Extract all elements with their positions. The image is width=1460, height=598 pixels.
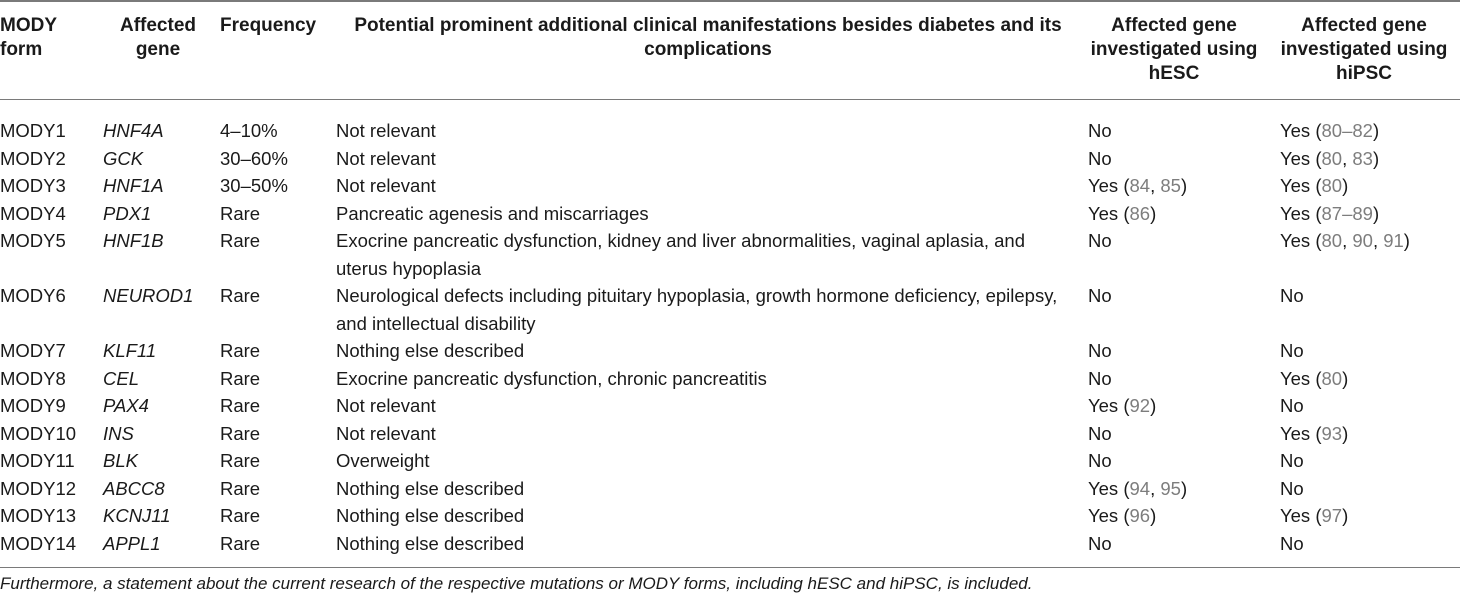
header-affected-gene: Affected gene — [119, 15, 196, 60]
cell-frequency: Rare — [220, 395, 261, 416]
cell-hipsc: Yes (80) — [1280, 175, 1349, 196]
cell-affected-gene: CEL — [103, 367, 139, 389]
cell-manifestations: Not relevant — [336, 175, 436, 196]
reference-link[interactable]: 96 — [1129, 505, 1151, 526]
cell-frequency: Rare — [220, 367, 261, 389]
cell-manifestations: Not relevant — [336, 422, 436, 444]
cell-hesc — [1088, 337, 1112, 365]
cell-affected-gene: ABCC8 — [103, 477, 165, 499]
answer-text: No — [1088, 532, 1112, 554]
cell-manifestations: Not relevant — [336, 120, 436, 141]
reference-link[interactable]: 86 — [1129, 202, 1151, 224]
cell-hipsc: Yes (93) — [1280, 422, 1349, 444]
cell-frequency: 4–10% — [220, 120, 278, 141]
reference-link[interactable]: 97 — [1321, 505, 1343, 526]
reference-link[interactable]: 92 — [1129, 395, 1151, 416]
answer-text: No — [1088, 450, 1112, 471]
cell-frequency: 30–60% — [220, 147, 288, 169]
table-row — [0, 117, 1460, 145]
table-row — [0, 365, 1460, 393]
header-frequency: Frequency — [220, 15, 317, 36]
answer-text: No — [1280, 285, 1304, 306]
answer-text: No — [1280, 477, 1304, 499]
answer-text: No — [1280, 450, 1304, 471]
table-row — [0, 172, 1460, 200]
cell-hesc — [1088, 530, 1112, 558]
table-row — [0, 475, 1460, 503]
cell-mody-form: MODY11 — [0, 450, 75, 471]
reference-link[interactable]: 80 — [1321, 175, 1343, 196]
table-top-rule — [0, 0, 1460, 2]
table-bottom-rule — [0, 567, 1460, 568]
answer-text: No — [1280, 532, 1304, 554]
table-footnote: Furthermore, a statement about the current research of the respective mutations or MODY forms, including hESC and hiPSC, is included. — [0, 574, 1033, 593]
cell-affected-gene: HNF1A — [103, 175, 164, 196]
header-hesc: Affected gene investigated using hESC — [1090, 15, 1258, 84]
cell-hipsc: Yes (80, 83) — [1280, 147, 1380, 169]
cell-frequency: Rare — [220, 230, 261, 251]
cell-affected-gene: PAX4 — [103, 395, 149, 416]
cell-hesc: Yes (86) — [1088, 202, 1157, 224]
cell-manifestations: Overweight — [336, 450, 430, 471]
cell-hipsc — [1280, 475, 1304, 503]
cell-manifestations: Exocrine pancreatic dysfunction, chronic pancreatitis — [336, 367, 767, 389]
answer-text: No — [1088, 285, 1112, 306]
table-row — [0, 145, 1460, 173]
cell-hesc: Yes (84, 85) — [1088, 175, 1188, 196]
cell-hipsc: Yes (80) — [1280, 367, 1349, 389]
cell-affected-gene: HNF1B — [103, 230, 164, 251]
table-row — [0, 337, 1460, 365]
reference-link[interactable]: 85 — [1160, 175, 1181, 196]
answer-text: No — [1088, 230, 1112, 251]
cell-hipsc: Yes (80, 90, 91) — [1280, 230, 1410, 251]
table-row — [0, 200, 1460, 228]
cell-hipsc: Yes (97) — [1280, 505, 1349, 526]
answer-text: Yes — [1088, 505, 1119, 526]
header-mody-form: MODY form — [0, 15, 57, 60]
cell-frequency: Rare — [220, 532, 261, 554]
cell-manifestations: Pancreatic agenesis and miscarriages — [336, 202, 649, 224]
cell-mody-form: MODY9 — [0, 395, 66, 416]
cell-hipsc: Yes (80–82) — [1280, 120, 1380, 141]
cell-mody-form: MODY12 — [0, 477, 77, 499]
table-row — [0, 420, 1460, 448]
answer-text: Yes — [1088, 202, 1119, 224]
cell-affected-gene: GCK — [103, 147, 144, 169]
answer-text: Yes — [1280, 367, 1311, 389]
cell-mody-form: MODY3 — [0, 175, 66, 196]
table-row — [0, 282, 1460, 337]
cell-hesc — [1088, 365, 1112, 393]
reference-link[interactable]: 80 — [1321, 147, 1343, 169]
answer-text: Yes — [1088, 395, 1119, 416]
cell-affected-gene: HNF4A — [103, 120, 164, 141]
cell-affected-gene: BLK — [103, 450, 138, 471]
answer-text: Yes — [1280, 230, 1311, 251]
answer-text: Yes — [1088, 477, 1119, 499]
cell-hipsc: Yes (87–89) — [1280, 202, 1380, 224]
header-rule — [0, 99, 1460, 100]
answer-text: Yes — [1280, 422, 1311, 444]
cell-manifestations: Not relevant — [336, 395, 436, 416]
cell-frequency: Rare — [220, 450, 261, 471]
answer-text: No — [1088, 367, 1112, 389]
cell-affected-gene: APPL1 — [103, 532, 161, 554]
cell-frequency: Rare — [220, 477, 261, 499]
answer-text: No — [1280, 395, 1304, 416]
cell-affected-gene: KCNJ11 — [103, 505, 171, 526]
cell-hesc: Yes (92) — [1088, 395, 1157, 416]
cell-mody-form: MODY5 — [0, 230, 66, 251]
cell-manifestations: Exocrine pancreatic dysfunction, kidney and liver abnormalities, vaginal aplasia, and uterus hypoplasia — [336, 230, 1025, 279]
cell-mody-form: MODY10 — [0, 422, 77, 444]
cell-hesc — [1088, 145, 1112, 173]
cell-hesc — [1088, 447, 1112, 475]
reference-link[interactable]: 94 — [1129, 477, 1151, 499]
cell-hesc: Yes (96) — [1088, 505, 1157, 526]
cell-mody-form: MODY6 — [0, 285, 66, 306]
answer-text: Yes — [1280, 202, 1311, 224]
cell-hesc: Yes (94, 95) — [1088, 477, 1188, 499]
header-manifestations: Potential prominent additional clinical manifestations besides diabetes and its complications — [354, 15, 1062, 60]
cell-frequency: 30–50% — [220, 175, 288, 196]
header-hipsc: Affected gene investigated using hiPSC — [1280, 15, 1448, 84]
cell-frequency: Rare — [220, 202, 261, 224]
answer-text: No — [1088, 340, 1112, 361]
cell-mody-form: MODY4 — [0, 202, 66, 224]
cell-frequency: Rare — [220, 340, 261, 361]
answer-text: Yes — [1280, 120, 1311, 141]
table-row — [0, 227, 1460, 282]
cell-affected-gene: KLF11 — [103, 340, 157, 361]
cell-mody-form: MODY8 — [0, 367, 66, 389]
answer-text: Yes — [1280, 147, 1311, 169]
answer-text: Yes — [1088, 175, 1119, 196]
cell-hipsc — [1280, 530, 1304, 558]
cell-hesc — [1088, 282, 1112, 310]
cell-hipsc — [1280, 282, 1304, 310]
reference-link[interactable]: 95 — [1160, 477, 1181, 499]
cell-mody-form: MODY2 — [0, 147, 66, 169]
reference-link[interactable]: 80 — [1321, 230, 1343, 251]
cell-affected-gene: NEUROD1 — [103, 285, 194, 306]
cell-frequency: Rare — [220, 505, 261, 526]
table-row — [0, 392, 1460, 420]
table-row — [0, 530, 1460, 558]
cell-manifestations: Nothing else described — [336, 477, 525, 499]
answer-text: No — [1088, 422, 1112, 444]
cell-mody-form: MODY7 — [0, 340, 66, 361]
cell-frequency: Rare — [220, 285, 261, 306]
answer-text: No — [1088, 120, 1112, 141]
cell-hesc — [1088, 420, 1112, 448]
cell-manifestations: Nothing else described — [336, 532, 525, 554]
reference-link[interactable]: 83 — [1352, 147, 1373, 169]
answer-text: Yes — [1280, 175, 1311, 196]
reference-link[interactable]: 84 — [1129, 175, 1151, 196]
cell-affected-gene: PDX1 — [103, 202, 152, 224]
answer-text: No — [1280, 340, 1304, 361]
reference-link[interactable]: 90 — [1352, 230, 1373, 251]
cell-manifestations: Nothing else described — [336, 505, 525, 526]
cell-manifestations: Nothing else described — [336, 340, 525, 361]
reference-link[interactable]: 93 — [1321, 422, 1343, 444]
cell-frequency: Rare — [220, 422, 261, 444]
reference-link[interactable]: 91 — [1383, 230, 1404, 251]
table-row — [0, 502, 1460, 530]
cell-manifestations: Neurological defects including pituitary hypoplasia, growth hormone deficiency, epilepsy, and intellectual disability — [336, 285, 1058, 334]
cell-mody-form: MODY14 — [0, 532, 77, 554]
cell-hesc — [1088, 227, 1112, 255]
cell-hipsc — [1280, 337, 1304, 365]
cell-affected-gene: INS — [103, 422, 134, 444]
answer-text: Yes — [1280, 505, 1311, 526]
cell-hipsc — [1280, 392, 1304, 420]
table-row — [0, 447, 1460, 475]
cell-mody-form: MODY1 — [0, 120, 66, 141]
answer-text: No — [1088, 147, 1112, 169]
reference-link[interactable]: 87–89 — [1321, 202, 1373, 224]
cell-hipsc — [1280, 447, 1304, 475]
reference-link[interactable]: 80 — [1321, 367, 1343, 389]
cell-mody-form: MODY13 — [0, 505, 77, 526]
cell-manifestations: Not relevant — [336, 147, 436, 169]
reference-link[interactable]: 80–82 — [1321, 120, 1373, 141]
table-body — [0, 117, 1460, 557]
cell-hesc — [1088, 117, 1112, 145]
